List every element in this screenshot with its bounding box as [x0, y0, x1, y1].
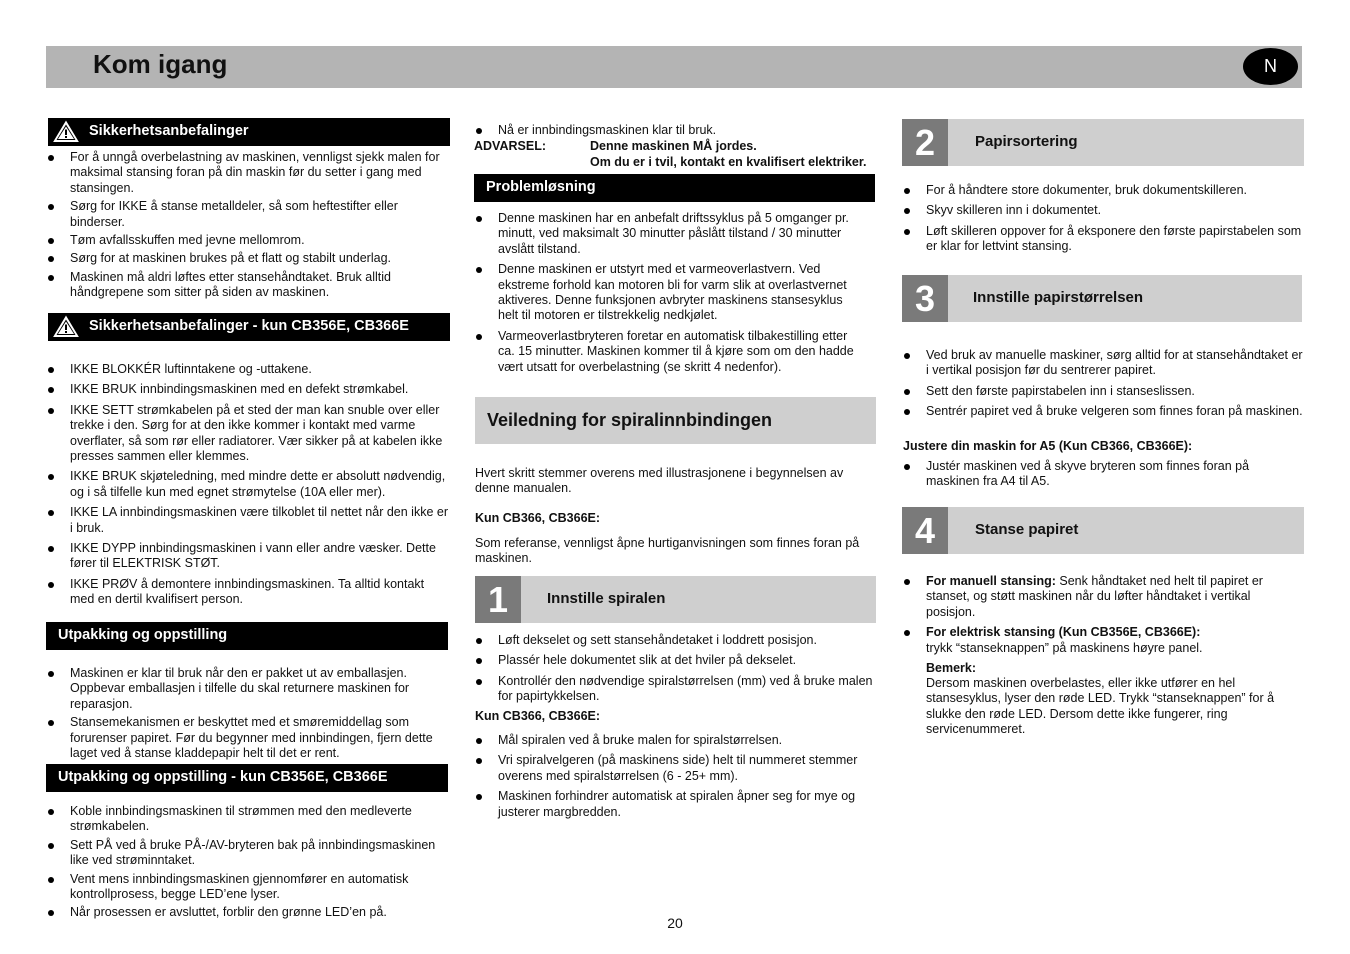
step-3-list	[902, 348, 1304, 420]
list-item	[902, 574, 1294, 620]
trouble-list	[474, 211, 866, 375]
adjust-label: Justere din maskin for A5 (Kun CB366, CB366E):	[903, 439, 1193, 453]
list-item: Maskinen må aldri løftes etter stansehåndtaket. Bruk alltid håndgrepene som sitter på siden av maskinen.	[46, 270, 446, 301]
safety2-list	[46, 362, 448, 608]
list-item: Løft dekselet og sett stansehåndetaket i loddrett posisjon.	[474, 633, 874, 648]
manual-punch-label: For manuell stansing:	[926, 574, 1056, 588]
step-4-list	[902, 574, 1294, 656]
list-item: Kontrollér den nødvendige spiralstørrelsen (mm) ved å bruke malen for papirtykkelsen.	[474, 674, 874, 705]
list-item: Varmeoverlastbryteren foretar en automatisk tilbakestilling etter ca. 15 minutter. Maskinen kommer til å kjøre som om den hadde vært utsatt for overbelastning (se skritt 4 nedenfor).	[474, 329, 866, 375]
manual-punch-text: Senk håndtaket ned helt til papiret er stanset, og støtt maskinen når du løfter håndtaket i vertikal posisjon.	[926, 574, 1263, 619]
step-title: Stanse papiret	[975, 521, 1079, 538]
list-item: Sentrér papiret ved å bruke velgeren som finnes foran på maskinen.	[902, 404, 1304, 419]
list-item: Koble innbindingsmaskinen til strømmen med den medleverte strømkabelen.	[46, 804, 448, 835]
guide-title: Veiledning for spiralinnbindingen	[487, 410, 773, 430]
ready-list	[474, 123, 876, 138]
warning-line: Denne maskinen MÅ jordes.	[590, 139, 757, 153]
list-item: Ved bruk av manuelle maskiner, sørg alltid for at stansehåndtaket er i vertikal posisjon før du sentrerer papiret.	[902, 348, 1304, 379]
electric-punch-text: trykk “stanseknappen” på maskinens høyre panel.	[926, 640, 1203, 655]
list-item: Vent mens innbindingsmaskinen gjennomfører en automatisk kontrollprosess, begge LED’ene lyser.	[46, 872, 448, 903]
note-label: Bemerk:	[926, 661, 977, 675]
list-item: Nå er innbindingsmaskinen klar til bruk.	[474, 123, 876, 138]
section-title: Sikkerhetsanbefalinger	[89, 123, 249, 139]
unpack2-list	[46, 804, 448, 921]
step-title: Innstille papirstørrelsen	[973, 289, 1144, 306]
step-3-heading	[902, 275, 1302, 322]
list-item: Denne maskinen har en anbefalt driftssyklus på 5 omganger pr. minutt, ved maksimalt 30 minutter påslått tilstand / 30 minutter avslått tilstand.	[474, 211, 866, 257]
step-2-list	[902, 183, 1304, 255]
section-unpack-heading: Utpakking og oppstilling	[46, 622, 448, 650]
list-item: Løft skilleren oppover for å eksponere den første papirstabelen som er klar for lettvint stansing.	[902, 224, 1304, 255]
list-item: IKKE SETT strømkabelen på et sted der man kan snuble over eller trekke i den. Sørg for at den ikke kommer i kontakt med varme overflater, så som rør eller radiatorer. Vær sikker på at kabelen ikke presses sammen eller klemmes.	[46, 403, 448, 465]
list-item: Stansemekanismen er beskyttet med et smøremiddellag som forurenser papiret. Før du begynner med innbindingen, fjern dette laget ved å stanse kladdepapir helt til det er rent.	[46, 715, 448, 761]
list-item: Maskinen er klar til bruk når den er pakket ut av emballasjen. Oppbevar emballasjen i tilfelle du skal returnere maskinen for reparasjon.	[46, 666, 448, 712]
page-number: 20	[667, 915, 683, 931]
section-unpack2-heading: Utpakking og oppstilling - kun CB356E, CB366E	[46, 764, 448, 792]
list-item: Når prosessen er avsluttet, forblir den grønne LED’en på.	[46, 905, 448, 920]
list-item: IKKE BLOKKÉR luftinntakene og -uttakene.	[46, 362, 448, 377]
step-title: Papirsortering	[975, 133, 1078, 150]
language-badge: N	[1243, 48, 1298, 85]
list-item: Denne maskinen er utstyrt med et varmeoverlastvern. Ved ekstreme forhold kan motoren bli for varm slik at overlastvernet aktiveres. Denne funksjonen avbryter maskinens stansesyklus helt til motoren er tilstrekkelig nedkjølet.	[474, 262, 866, 324]
list-item	[902, 625, 1294, 656]
step-number: 2	[902, 119, 948, 166]
list-item: Maskinen forhindrer automatisk at spiralen åpner seg for mye og justerer margbredden.	[474, 789, 874, 820]
list-item: Tøm avfallsskuffen med jevne mellomrom.	[46, 233, 446, 248]
section-title: Sikkerhetsanbefalinger - kun CB356E, CB366E	[89, 318, 409, 334]
step-number: 3	[902, 275, 948, 322]
safety-list	[46, 150, 446, 301]
guide-intro: Hvert skritt stemmer overens med illustrasjonene i begynnelsen av denne manualen.	[475, 466, 844, 496]
list-item: Mål spiralen ved å bruke malen for spiralstørrelsen.	[474, 733, 874, 748]
model-note-label: Kun CB366, CB366E:	[475, 709, 601, 723]
warning-icon	[53, 120, 79, 143]
model-note-text: Som referanse, vennligst åpne hurtiganvisningen som finnes foran på maskinen.	[475, 536, 860, 566]
list-item: IKKE BRUK skjøteledning, med mindre dette er absolutt nødvendig, og i så tilfelle kun med egnet strømytelse (10A eller mer).	[46, 469, 448, 500]
list-item: Sett den første papirstabelen inn i stanseslissen.	[902, 384, 1304, 399]
section-safety2-heading	[48, 313, 450, 341]
section-trouble-heading: Problemløsning	[474, 174, 875, 202]
step-4-heading	[902, 507, 1304, 554]
step-1-list-2	[474, 733, 874, 820]
model-note-label: Kun CB366, CB366E:	[475, 511, 601, 525]
note-text: Dersom maskinen overbelastes, eller ikke utfører en hel stansesyklus, lyser den røde LED. Trykk “stanseknappen” for å slukke den røde LED. Dersom dette ikke fungerer, ring servicenummeret.	[926, 676, 1275, 737]
list-item: IKKE BRUK innbindingsmaskinen med en defekt strømkabel.	[46, 382, 448, 397]
step-3-list-2	[902, 459, 1282, 490]
step-2-heading	[902, 119, 1304, 166]
list-item: Sørg for IKKE å stanse metalldeler, så som heftestifter eller binderser.	[46, 199, 446, 230]
list-item: IKKE DYPP innbindingsmaskinen i vann eller andre væsker. Dette fører til ELEKTRISK STØT.	[46, 541, 448, 572]
list-item: Vri spiralvelgeren (på maskinens side) helt til nummeret stemmer overens med spiralstørrelsen (6 - 25+ mm).	[474, 753, 874, 784]
step-number: 4	[902, 507, 948, 554]
page-title: Kom igang	[93, 49, 228, 79]
step-1-list	[474, 633, 874, 705]
header-bar	[46, 46, 1302, 88]
list-item: Justér maskinen ved å skyve bryteren som finnes foran på maskinen fra A4 til A5.	[902, 459, 1282, 490]
warning-label: ADVARSEL:	[474, 139, 546, 153]
list-item: Plassér hele dokumentet slik at det hviler på dekselet.	[474, 653, 874, 668]
list-item: Sett PÅ ved å bruke PÅ-/AV-bryteren bak på innbindingsmaskinen like ved strøminntaket.	[46, 838, 448, 869]
unpack-list	[46, 666, 448, 761]
list-item: IKKE LA innbindingsmaskinen være tilkoblet til nettet når den ikke er i bruk.	[46, 505, 448, 536]
step-1-heading	[475, 576, 876, 623]
step-number: 1	[475, 576, 521, 623]
step-title: Innstille spiralen	[547, 590, 666, 607]
guide-heading	[475, 397, 876, 444]
list-item: Sørg for at maskinen brukes på et flatt og stabilt underlag.	[46, 251, 446, 266]
electric-punch-label: For elektrisk stansing (Kun CB356E, CB366E):	[926, 625, 1201, 640]
warning-line: Om du er i tvil, kontakt en kvalifisert elektriker.	[590, 155, 867, 169]
warning-icon	[53, 315, 79, 338]
list-item: For å unngå overbelastning av maskinen, vennligst sjekk malen for maksimal stansing foran på din maskin før du setter i gang med stansingen.	[46, 150, 446, 196]
list-item: For å håndtere store dokumenter, bruk dokumentskilleren.	[902, 183, 1304, 198]
list-item: IKKE PRØV å demontere innbindingsmaskinen. Ta alltid kontakt med en dertil kvalifisert person.	[46, 577, 448, 608]
list-item: Skyv skilleren inn i dokumentet.	[902, 203, 1304, 218]
section-safety-heading	[48, 118, 450, 146]
